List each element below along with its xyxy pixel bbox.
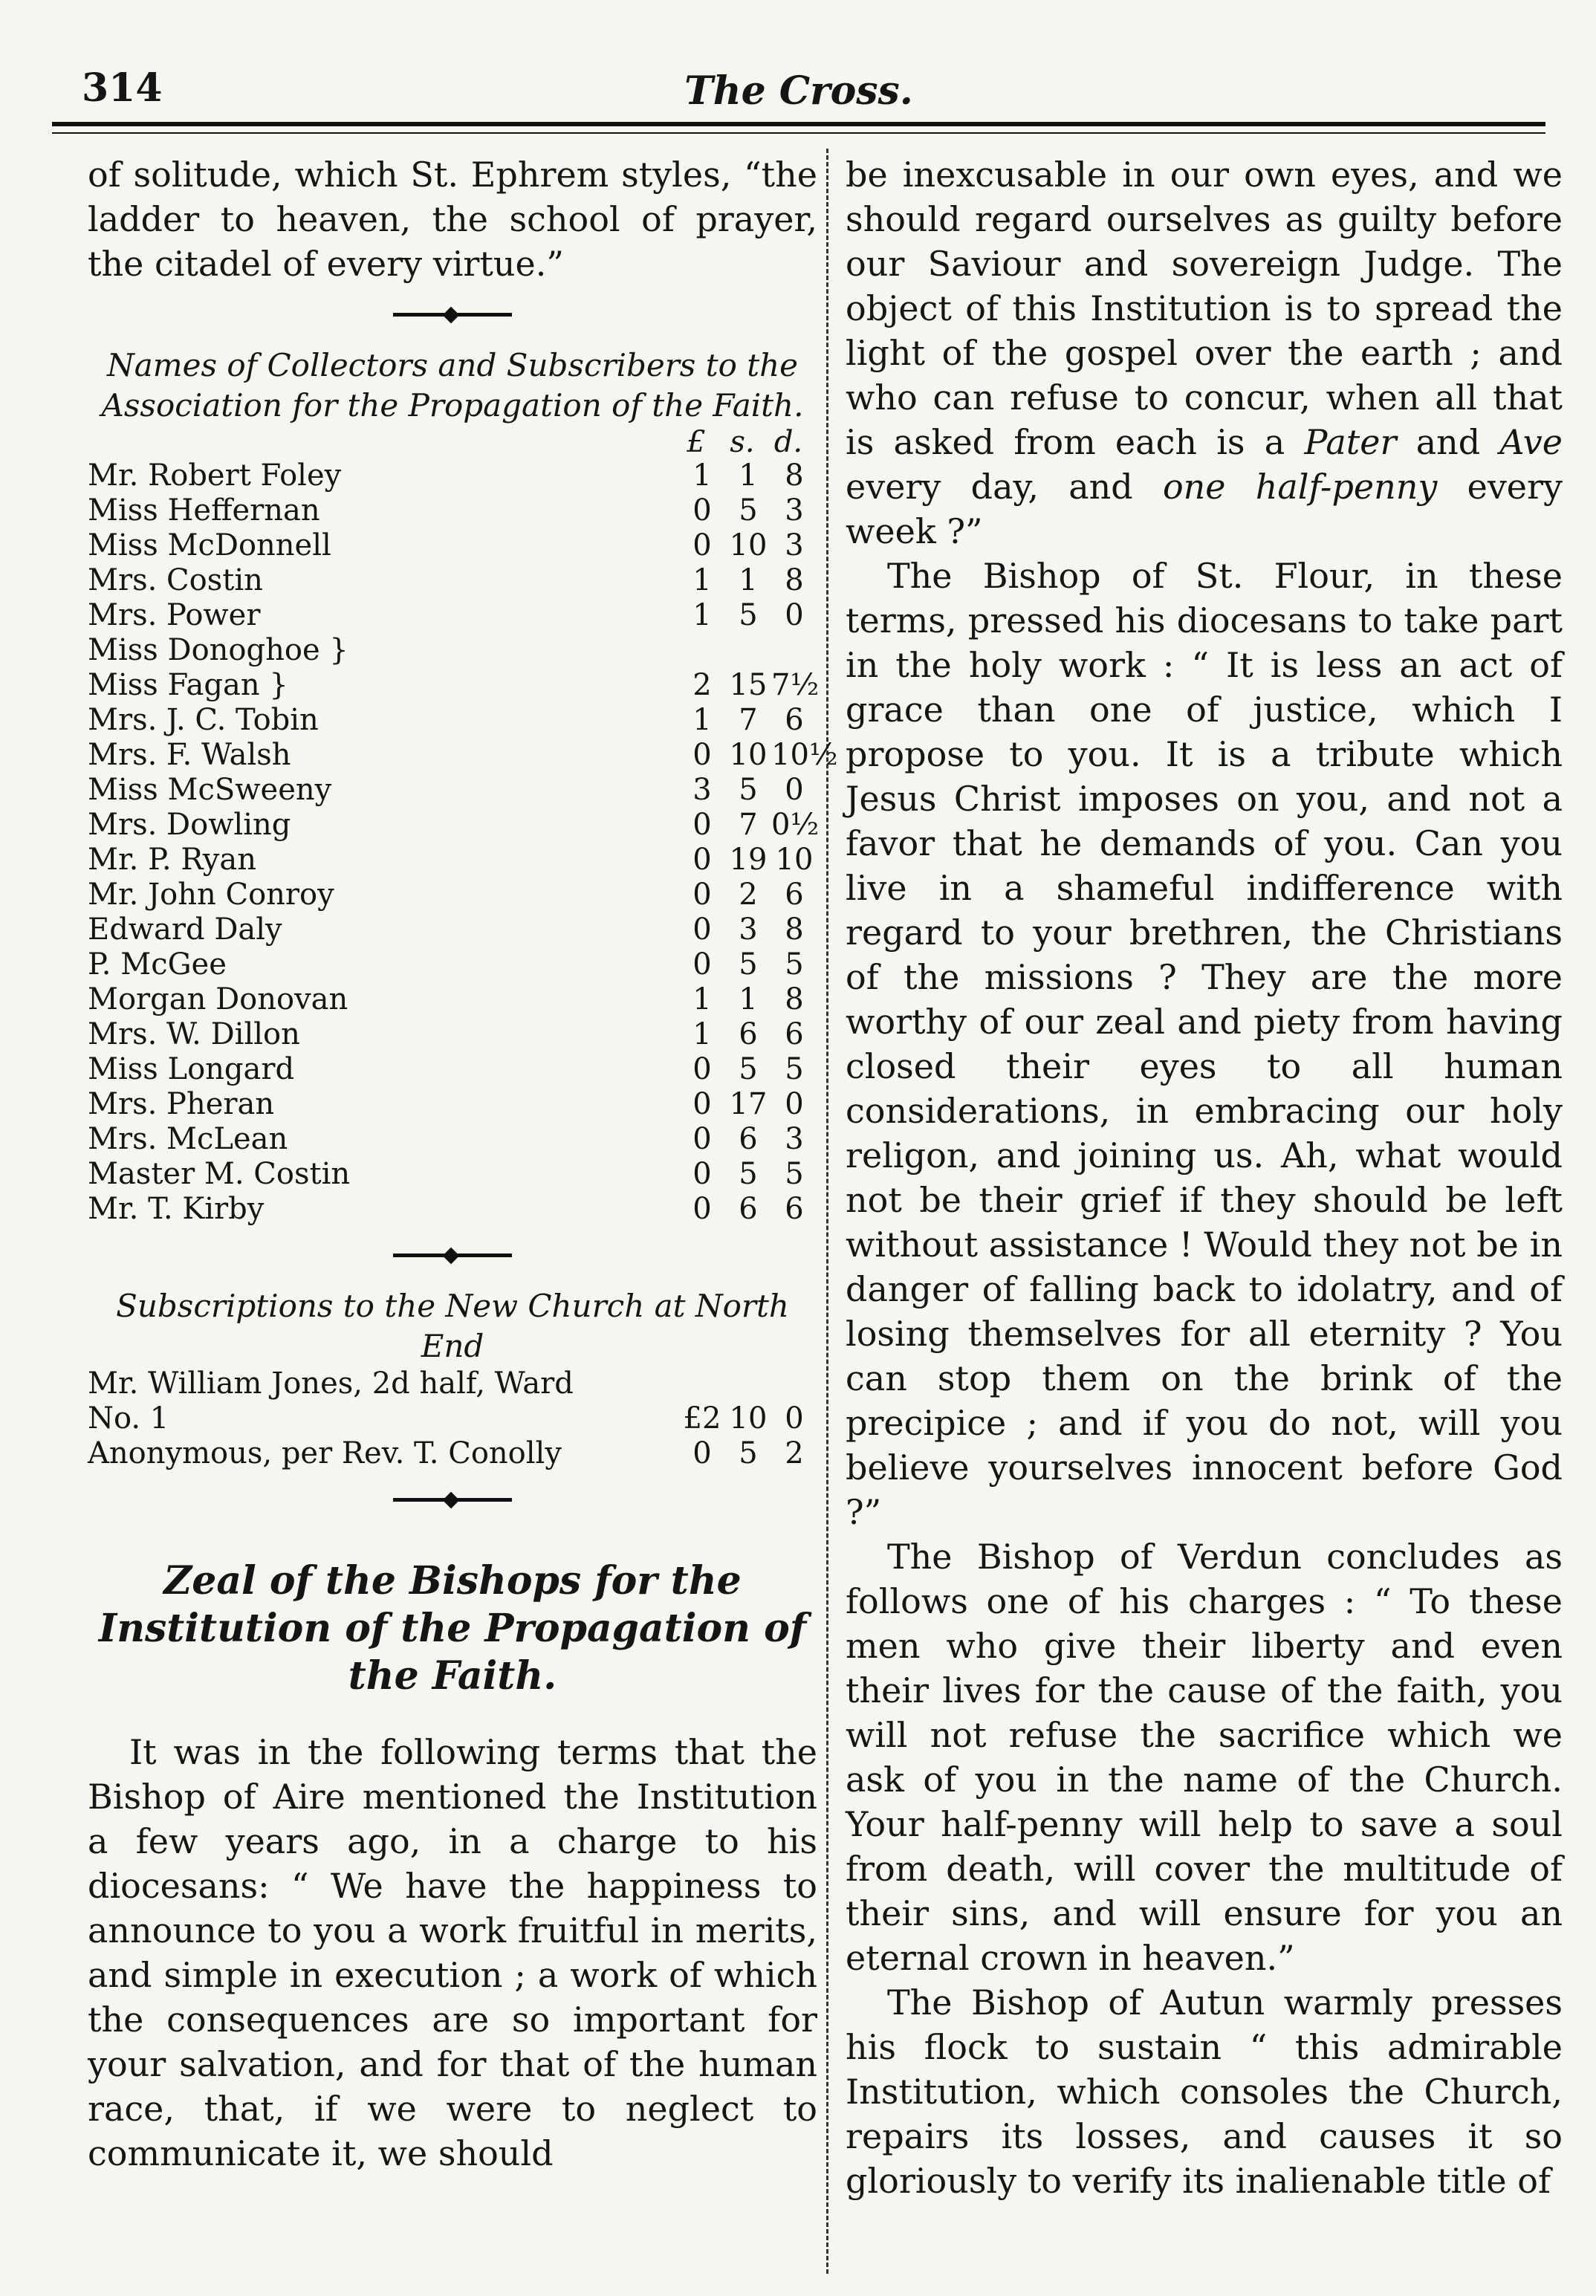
pence-value: 2 [785, 1436, 804, 1470]
running-title: The Cross. [684, 68, 913, 114]
pence-value: 0 [785, 773, 804, 807]
subscriber-name: Edward Daly [88, 912, 282, 947]
shillings-value: 3 [739, 912, 758, 947]
church-subscriptions-list [88, 1366, 817, 1471]
subscriber-row [88, 1192, 817, 1227]
shillings-value: 5 [739, 1436, 758, 1470]
pence-value: 7½ [771, 668, 820, 702]
section-title: Zeal of the Bishops for the Institution of the Propagation of the Faith. [98, 1558, 807, 1699]
pence-value: 5 [785, 947, 804, 982]
pounds-value: 0 [692, 1436, 712, 1470]
column-divider [826, 149, 828, 2274]
pounds-value: 0 [692, 738, 712, 772]
pounds-value: 0 [692, 843, 712, 877]
subscriber-row [88, 703, 817, 738]
subscriber-name: Mrs. F. Walsh [88, 738, 291, 772]
subscriber-name: P. McGee [88, 947, 227, 982]
pounds-value: 2 [692, 668, 712, 702]
ornament-divider [88, 286, 817, 346]
pence-value: 8 [785, 912, 804, 947]
subscriber-name: Miss Heffernan [88, 493, 320, 528]
shillings-value: 19 [729, 843, 768, 877]
subscribers-list-title: Names of Collectors and Subscribers to the Association for the Propagation of the Faith. [101, 347, 804, 424]
shillings-value: 7 [739, 808, 758, 842]
shillings-value: 15 [729, 668, 768, 702]
shillings-header: s. [730, 425, 755, 459]
pounds-value: 0 [692, 528, 712, 562]
pence-value: 6 [785, 878, 804, 912]
bishop-st-flour-paragraph: The Bishop of St. Flour, in these terms, pressed his diocesans to take part in the holy work : “ It is less an act of grace than one of justice, which I propose to you. It is a tribute which Jesus Christ imposes on you, and not a favor that he demands of you. Can you live in a shameful indifference with regard to your brethren, the Christians of the missions ? They are the more worthy of our zeal and piety from having closed their eyes to all human considerations, in embracing our holy religon, and joining us. Ah, what would not be their grief if they should be left without assistance ! Would they not be in danger of falling back to idolatry, and of losing themselves for all eternity ? You can stop them on the brink of the precipice ; and if you do not, will you believe yourselves innocent before God ?” [846, 556, 1563, 1532]
pence-value: 8 [785, 458, 804, 493]
pounds-value: 0 [692, 493, 712, 528]
subscriber-name: Morgan Donovan [88, 982, 348, 1016]
subscriber-name: Miss Donoghoe } [88, 633, 348, 667]
pence-value: 6 [785, 1192, 804, 1226]
shillings-value: 1 [739, 982, 758, 1016]
pounds-value [679, 633, 725, 668]
subscriber-row [88, 598, 817, 633]
shillings-value: 5 [739, 947, 758, 982]
pence-value: 5 [785, 1157, 804, 1191]
pounds-value: 0 [692, 808, 712, 842]
shillings-value: 2 [739, 878, 758, 912]
pence-value: 0 [785, 1087, 804, 1121]
left-column [88, 152, 838, 2176]
pence-value: 10½ [771, 738, 838, 772]
subscriber-name: Miss McSweeny [88, 773, 332, 807]
subscriber-name: Anonymous, per Rev. T. Conolly [88, 1436, 562, 1470]
shillings-value: 5 [739, 598, 758, 632]
pence-value: 5 [785, 1052, 804, 1086]
subscriber-row [88, 738, 838, 773]
pounds-value: 0 [692, 947, 712, 982]
pence-value: 6 [785, 1017, 804, 1051]
pence-value: 6 [785, 703, 804, 737]
shillings-value: 10 [729, 1401, 768, 1436]
shillings-value: 5 [739, 1157, 758, 1191]
ornament-divider [88, 1227, 817, 1286]
pence-value: 8 [785, 982, 804, 1016]
pounds-header: £ [687, 425, 706, 459]
shillings-value: 10 [729, 528, 768, 562]
subscriber-name: No. 1 [88, 1401, 169, 1436]
pence-value [771, 1366, 817, 1401]
church-list-title: Subscriptions to the New Church at North End [116, 1288, 789, 1364]
subscriber-row [88, 633, 817, 668]
pounds-value: 3 [692, 773, 712, 807]
subscriber-row [88, 982, 817, 1017]
shillings-value: 6 [739, 1017, 758, 1051]
subscriber-row [88, 878, 817, 912]
subscribers-list [88, 458, 838, 1227]
subscriber-row [88, 493, 817, 528]
section-body: It was in the following terms that the Bishop of Aire mentioned the Institution a few years ago, in a charge to his diocesans: “ We have the happiness to announce to you a work fruitful in merits, and simple in execution ; a work of which the consequences are so important for your salvation, and for that of the human race, that, if we were to neglect to communicate it, we should [88, 1732, 817, 2173]
pence-value: 3 [785, 528, 804, 562]
pence-value: 3 [785, 1122, 804, 1156]
currency-headers [88, 426, 817, 458]
subscriber-row [88, 458, 817, 493]
intro-paragraph: of solitude, which St. Ephrem styles, “the ladder to heaven, the school of prayer, the citadel of every virtue.” [88, 155, 817, 284]
shillings-value: 6 [739, 1192, 758, 1226]
page-header [52, 58, 1545, 117]
shillings-value: 5 [739, 773, 758, 807]
subscriber-name: Master M. Costin [88, 1157, 351, 1191]
shillings-value [725, 633, 771, 668]
pounds-value: 1 [692, 598, 712, 632]
pence-value: 0 [785, 598, 804, 632]
pence-value: 8 [785, 563, 804, 597]
shillings-value: 7 [739, 703, 758, 737]
shillings-value [725, 1366, 771, 1401]
subscriber-row [88, 1052, 817, 1087]
shillings-value: 6 [739, 1122, 758, 1156]
subscriber-name: Miss Longard [88, 1052, 295, 1086]
shillings-value: 17 [729, 1087, 768, 1121]
subscriber-name: Mr. Robert Foley [88, 458, 342, 493]
bishop-verdun-paragraph: The Bishop of Verdun concludes as follows one of his charges : “ To these men who give their liberty and even their lives for the cause of the faith, you will not refuse the sacrifice which we ask of you in the name of the Church. Your half-penny will help to save a soul from death, will cover the multitude of their sins, and will ensure for you an eternal crown in heaven.” [846, 1537, 1563, 1978]
ornament-divider [88, 1471, 817, 1531]
shillings-value: 1 [739, 563, 758, 597]
header-rule-thick [52, 122, 1545, 126]
shillings-value: 5 [739, 493, 758, 528]
pounds-value: 0 [692, 912, 712, 947]
paragraph-continued: be inexcusable in our own eyes, and we should regard ourselves as guilty before our Saviour and sovereign Judge. The object of this Institution is to spread the light of the gospel over the earth ; and who can refuse to concur, when all that is asked from each is a Pater and Ave every day, and one half-penny every week ?” [846, 155, 1563, 551]
pounds-value: 1 [692, 982, 712, 1016]
subscriber-name: Mrs. W. Dillon [88, 1017, 300, 1051]
subscriber-row [88, 912, 817, 947]
pence-value: 10 [775, 843, 814, 877]
subscriber-name: Mrs. J. C. Tobin [88, 703, 319, 737]
subscriber-row [88, 1401, 817, 1436]
subscriber-name: Mr. John Conroy [88, 878, 334, 912]
header-rule-thin [52, 132, 1545, 134]
shillings-value: 10 [729, 738, 768, 772]
subscriber-row [88, 1157, 817, 1192]
pounds-value [679, 1366, 725, 1401]
subscriber-name: Mrs. Dowling [88, 808, 291, 842]
right-column [846, 152, 1563, 2203]
shillings-value: 1 [739, 458, 758, 493]
pence-value: 0½ [771, 808, 820, 842]
pounds-value: £2 [683, 1401, 721, 1436]
pounds-value: 1 [692, 563, 712, 597]
shillings-value: 5 [739, 1052, 758, 1086]
pence-value [771, 633, 817, 668]
pounds-value: 0 [692, 878, 712, 912]
pence-value: 3 [785, 493, 804, 528]
pence-value: 0 [785, 1401, 804, 1436]
subscriber-name: Mr. T. Kirby [88, 1192, 265, 1226]
subscriber-name: Mrs. Costin [88, 563, 263, 597]
subscriber-name: Miss McDonnell [88, 528, 331, 562]
pounds-value: 1 [692, 1017, 712, 1051]
pounds-value: 0 [692, 1122, 712, 1156]
subscriber-row [88, 1122, 817, 1157]
subscriber-row [88, 843, 817, 878]
subscriber-row [88, 1017, 817, 1052]
subscriber-row [88, 1366, 817, 1401]
pounds-value: 1 [692, 458, 712, 493]
pounds-value: 0 [692, 1192, 712, 1226]
pence-header: d. [773, 425, 803, 459]
subscriber-row [88, 808, 820, 843]
page-number: 314 [82, 65, 163, 111]
subscriber-name: Mr. William Jones, 2d half, Ward [88, 1366, 574, 1401]
subscriber-row [88, 668, 820, 703]
pounds-value: 0 [692, 1157, 712, 1191]
subscriber-row [88, 1087, 817, 1122]
subscriber-row [88, 528, 817, 563]
bishop-autun-paragraph: The Bishop of Autun warmly presses his flock to sustain “ this admirable Institution, which consoles the Church, repairs its losses, and causes it so gloriously to verify its inalienable title of [846, 1982, 1563, 2201]
subscriber-name: Mrs. McLean [88, 1122, 288, 1156]
subscriber-name: Mrs. Pheran [88, 1087, 275, 1121]
subscriber-name: Miss Fagan } [88, 668, 288, 702]
subscriber-row [88, 773, 817, 808]
subscriber-row [88, 947, 817, 982]
pounds-value: 0 [692, 1087, 712, 1121]
subscriber-name: Mr. P. Ryan [88, 843, 256, 877]
subscriber-row [88, 563, 817, 598]
pounds-value: 0 [692, 1052, 712, 1086]
subscriber-row [88, 1436, 817, 1471]
subscriber-name: Mrs. Power [88, 598, 261, 632]
pounds-value: 1 [692, 703, 712, 737]
